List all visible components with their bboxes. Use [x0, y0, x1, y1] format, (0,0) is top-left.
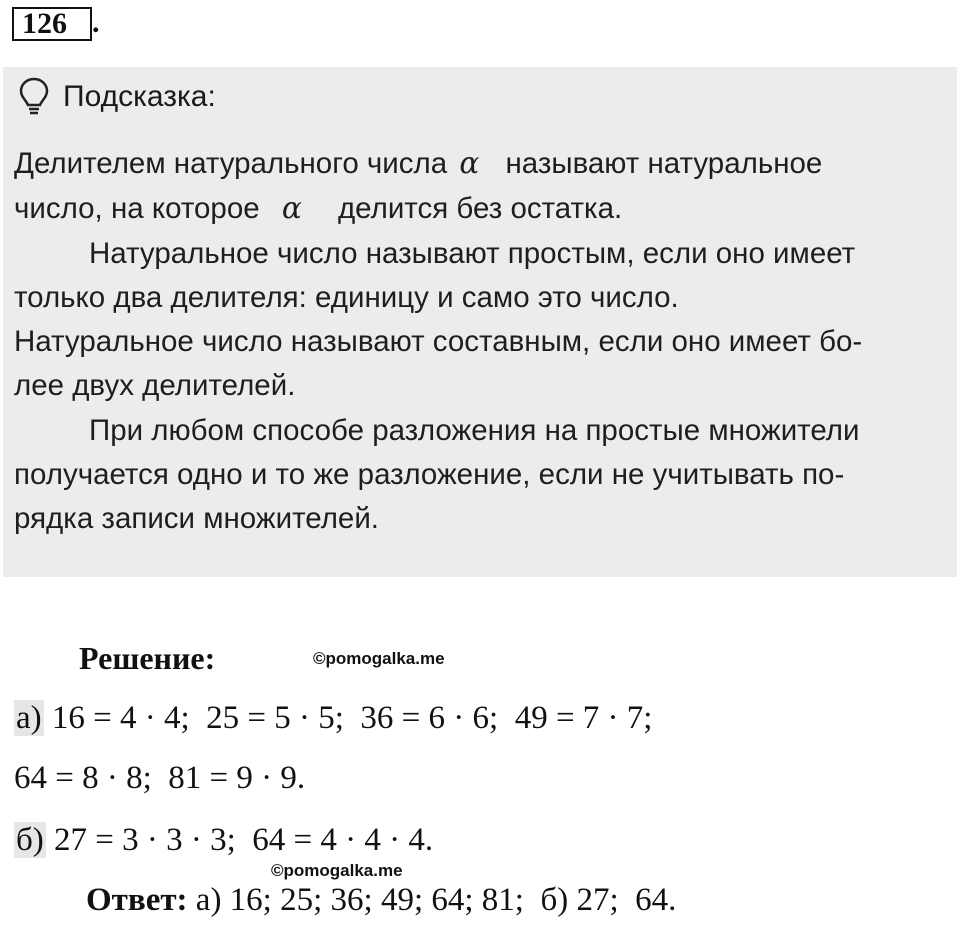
answer-line: [86, 882, 676, 919]
task-number-box: 126: [12, 7, 92, 41]
part-b-label: б): [16, 822, 44, 858]
hint-title: Подсказка:: [63, 80, 216, 113]
alpha-symbol: α: [459, 146, 480, 180]
answer-label: Ответ:: [86, 882, 188, 918]
hint-paragraph-4-end: рядка записи множителей.: [14, 502, 379, 536]
hint-paragraph-2: Натуральное число называют простым, если оно имеет: [89, 236, 856, 270]
answer-text: а) 16; 25; 36; 49; 64; 81; б) 27; 64.: [187, 882, 677, 918]
hint-text: делится без остатка.: [337, 192, 623, 226]
hint-paragraph-1: [14, 141, 942, 232]
hint-body: [14, 141, 942, 542]
task-number-dot: .: [92, 6, 100, 39]
solution-line-b: [14, 822, 433, 859]
equation-line-2: 64 = 8 · 8; 81 = 9 · 9.: [14, 760, 306, 796]
solution-title: Решение:: [79, 640, 216, 676]
hint-text: Делителем натурального числа: [14, 147, 448, 180]
equation-line-1: 16 = 4 · 4; 25 = 5 · 5; 36 = 6 · 6; 49 = 7 · 7;: [43, 700, 653, 736]
hint-paragraph-2-cont: только два делителя: единицу и само это число.: [14, 280, 679, 314]
part-a-label: а): [16, 700, 42, 736]
lightbulb-icon: [19, 77, 49, 117]
solution-line-a: [14, 700, 652, 737]
equation-line-3: 27 = 3 · 3 · 3; 64 = 4 · 4 · 4.: [45, 822, 434, 858]
hint-header: [19, 77, 216, 117]
hint-paragraph-4-cont: получается одно и то же разложение, если не учитывать по-: [14, 458, 845, 492]
watermark: ©pomogalka.me: [271, 861, 403, 880]
hint-panel: [3, 67, 957, 577]
hint-text: называют натуральное: [505, 147, 823, 180]
hint-paragraph-3-cont: лее двух делителей.: [14, 369, 296, 403]
watermark: ©pomogalka.me: [313, 649, 445, 668]
hint-paragraph-4: При любом способе разложения на простые множители: [89, 413, 860, 447]
hint-paragraph-3: Натуральное число называют составным, если оно имеет бо-: [14, 325, 863, 359]
hint-text: число, на которое: [14, 192, 260, 226]
alpha-symbol: α: [281, 191, 302, 226]
